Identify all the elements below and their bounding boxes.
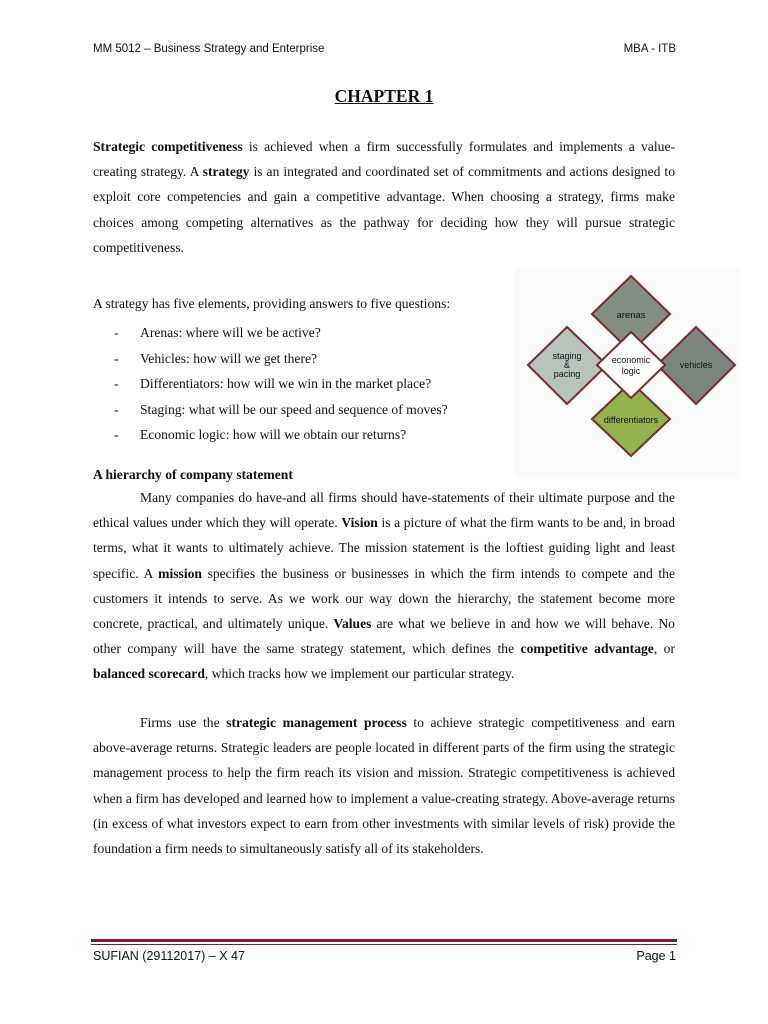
term-strategic-competitiveness: Strategic competitiveness (93, 139, 243, 154)
arenas-label: arenas (616, 310, 646, 321)
term-strategy: strategy (202, 164, 250, 180)
elements-intro: A strategy has five elements, providing answers to five questions: (93, 296, 451, 311)
list-item-text: Differentiators: how will we win in the market place? (140, 376, 432, 391)
economic-logic-label-line2: logic (621, 366, 641, 376)
list-item (93, 346, 513, 372)
list-dash: - (114, 350, 119, 366)
list-dash: - (114, 376, 119, 391)
footer-rule-thick (91, 939, 677, 942)
list-item (93, 320, 513, 346)
staging-label-line1: staging (552, 351, 582, 361)
strategy-diamond-diagram (515, 268, 740, 478)
term-values: Values (333, 616, 372, 632)
paragraph-strategic-management-process (93, 710, 675, 861)
chapter-title: CHAPTER 1 (334, 86, 434, 106)
term-mission: mission (158, 565, 202, 581)
paragraph-strategic-competitiveness (93, 134, 675, 260)
term-vision: Vision (341, 515, 378, 531)
text-span: is a picture of what the firm wants to be and, in broad terms, what it wants to ultimately achieve. The mission statement is the loftiest guiding light and least specific. A (93, 515, 675, 581)
text-span: , which tracks how we implement our particular strategy. (204, 666, 515, 682)
list-dash: - (114, 325, 119, 340)
text-span: Many companies do have-and all firms should have-statements of their ultimate purpose and the ethical values under which they will operate. (93, 490, 675, 531)
list-item-text: Staging: what will be our speed and sequence of moves? (140, 401, 448, 417)
text-span: specifies the business or businesses in which the firm intends to compete and the customers it intends to serve. As we work our way down the hierarchy, the statement become more concrete, practical, and ultimately unique. (93, 565, 676, 632)
list-item-text: Arenas: where will we be active? (140, 325, 321, 340)
text-span: are what we believe in and how we will behave. No other company will have the same strategy statement, which defines the (93, 616, 675, 657)
section-heading-hierarchy: A hierarchy of company statement (93, 467, 293, 482)
text-span: is achieved when a firm successfully formulates and implements a value-creating strategy. A (93, 139, 675, 180)
footer-author: SUFIAN (29112017) – X 47 (93, 949, 245, 963)
header-course-title: MM 5012 – Business Strategy and Enterprise (93, 43, 325, 55)
term-competitive-advantage: competitive advantage (520, 641, 654, 657)
text-span: is an integrated and coordinated set of commitments and actions designed to exploit core competencies and gain a competitive advantage. When choosing a strategy, firms make choices among competing alternatives as the pathway for deciding how they will pursue strategic competitiveness. (93, 164, 675, 255)
staging-label-line3: pacing (553, 369, 581, 379)
text-span: to achieve strategic competitiveness and earn above-average returns. Strategic leaders are people located in different parts of the firm using the strategic management process to help the firm reach its vision and mission. Strategic competitiveness is achieved when a firm has developed and learned how to implement a value-creating strategy. Above-average returns (in excess of what investors expect to earn from other investments with similar levels of risk) provide the foundation a firm needs to simultaneously satisfy all of its stakeholders. (93, 715, 675, 857)
list-item (93, 371, 513, 397)
list-item (93, 422, 513, 448)
footer-page-number: Page 1 (636, 949, 676, 963)
term-strategic-management-process: strategic management process (226, 715, 407, 730)
elements-list (93, 320, 513, 448)
text-span: Firms use the (140, 715, 227, 730)
differentiators-label: differentiators (603, 415, 659, 425)
list-item (93, 397, 513, 423)
term-balanced-scorecard: balanced scorecard (93, 666, 205, 682)
list-dash: - (114, 401, 119, 417)
economic-logic-label-line1: economic (611, 355, 651, 365)
text-span: , or (653, 641, 676, 657)
paragraph-hierarchy (93, 485, 675, 687)
vehicles-label: vehicles (679, 360, 713, 370)
list-dash: - (114, 427, 119, 442)
list-item-text: Vehicles: how will we get there? (140, 350, 318, 366)
list-item-text: Economic logic: how will we obtain our returns? (140, 427, 407, 442)
footer-rule-thin (91, 944, 677, 945)
staging-label-line2: & (563, 360, 571, 370)
header-program: MBA - ITB (623, 43, 676, 55)
